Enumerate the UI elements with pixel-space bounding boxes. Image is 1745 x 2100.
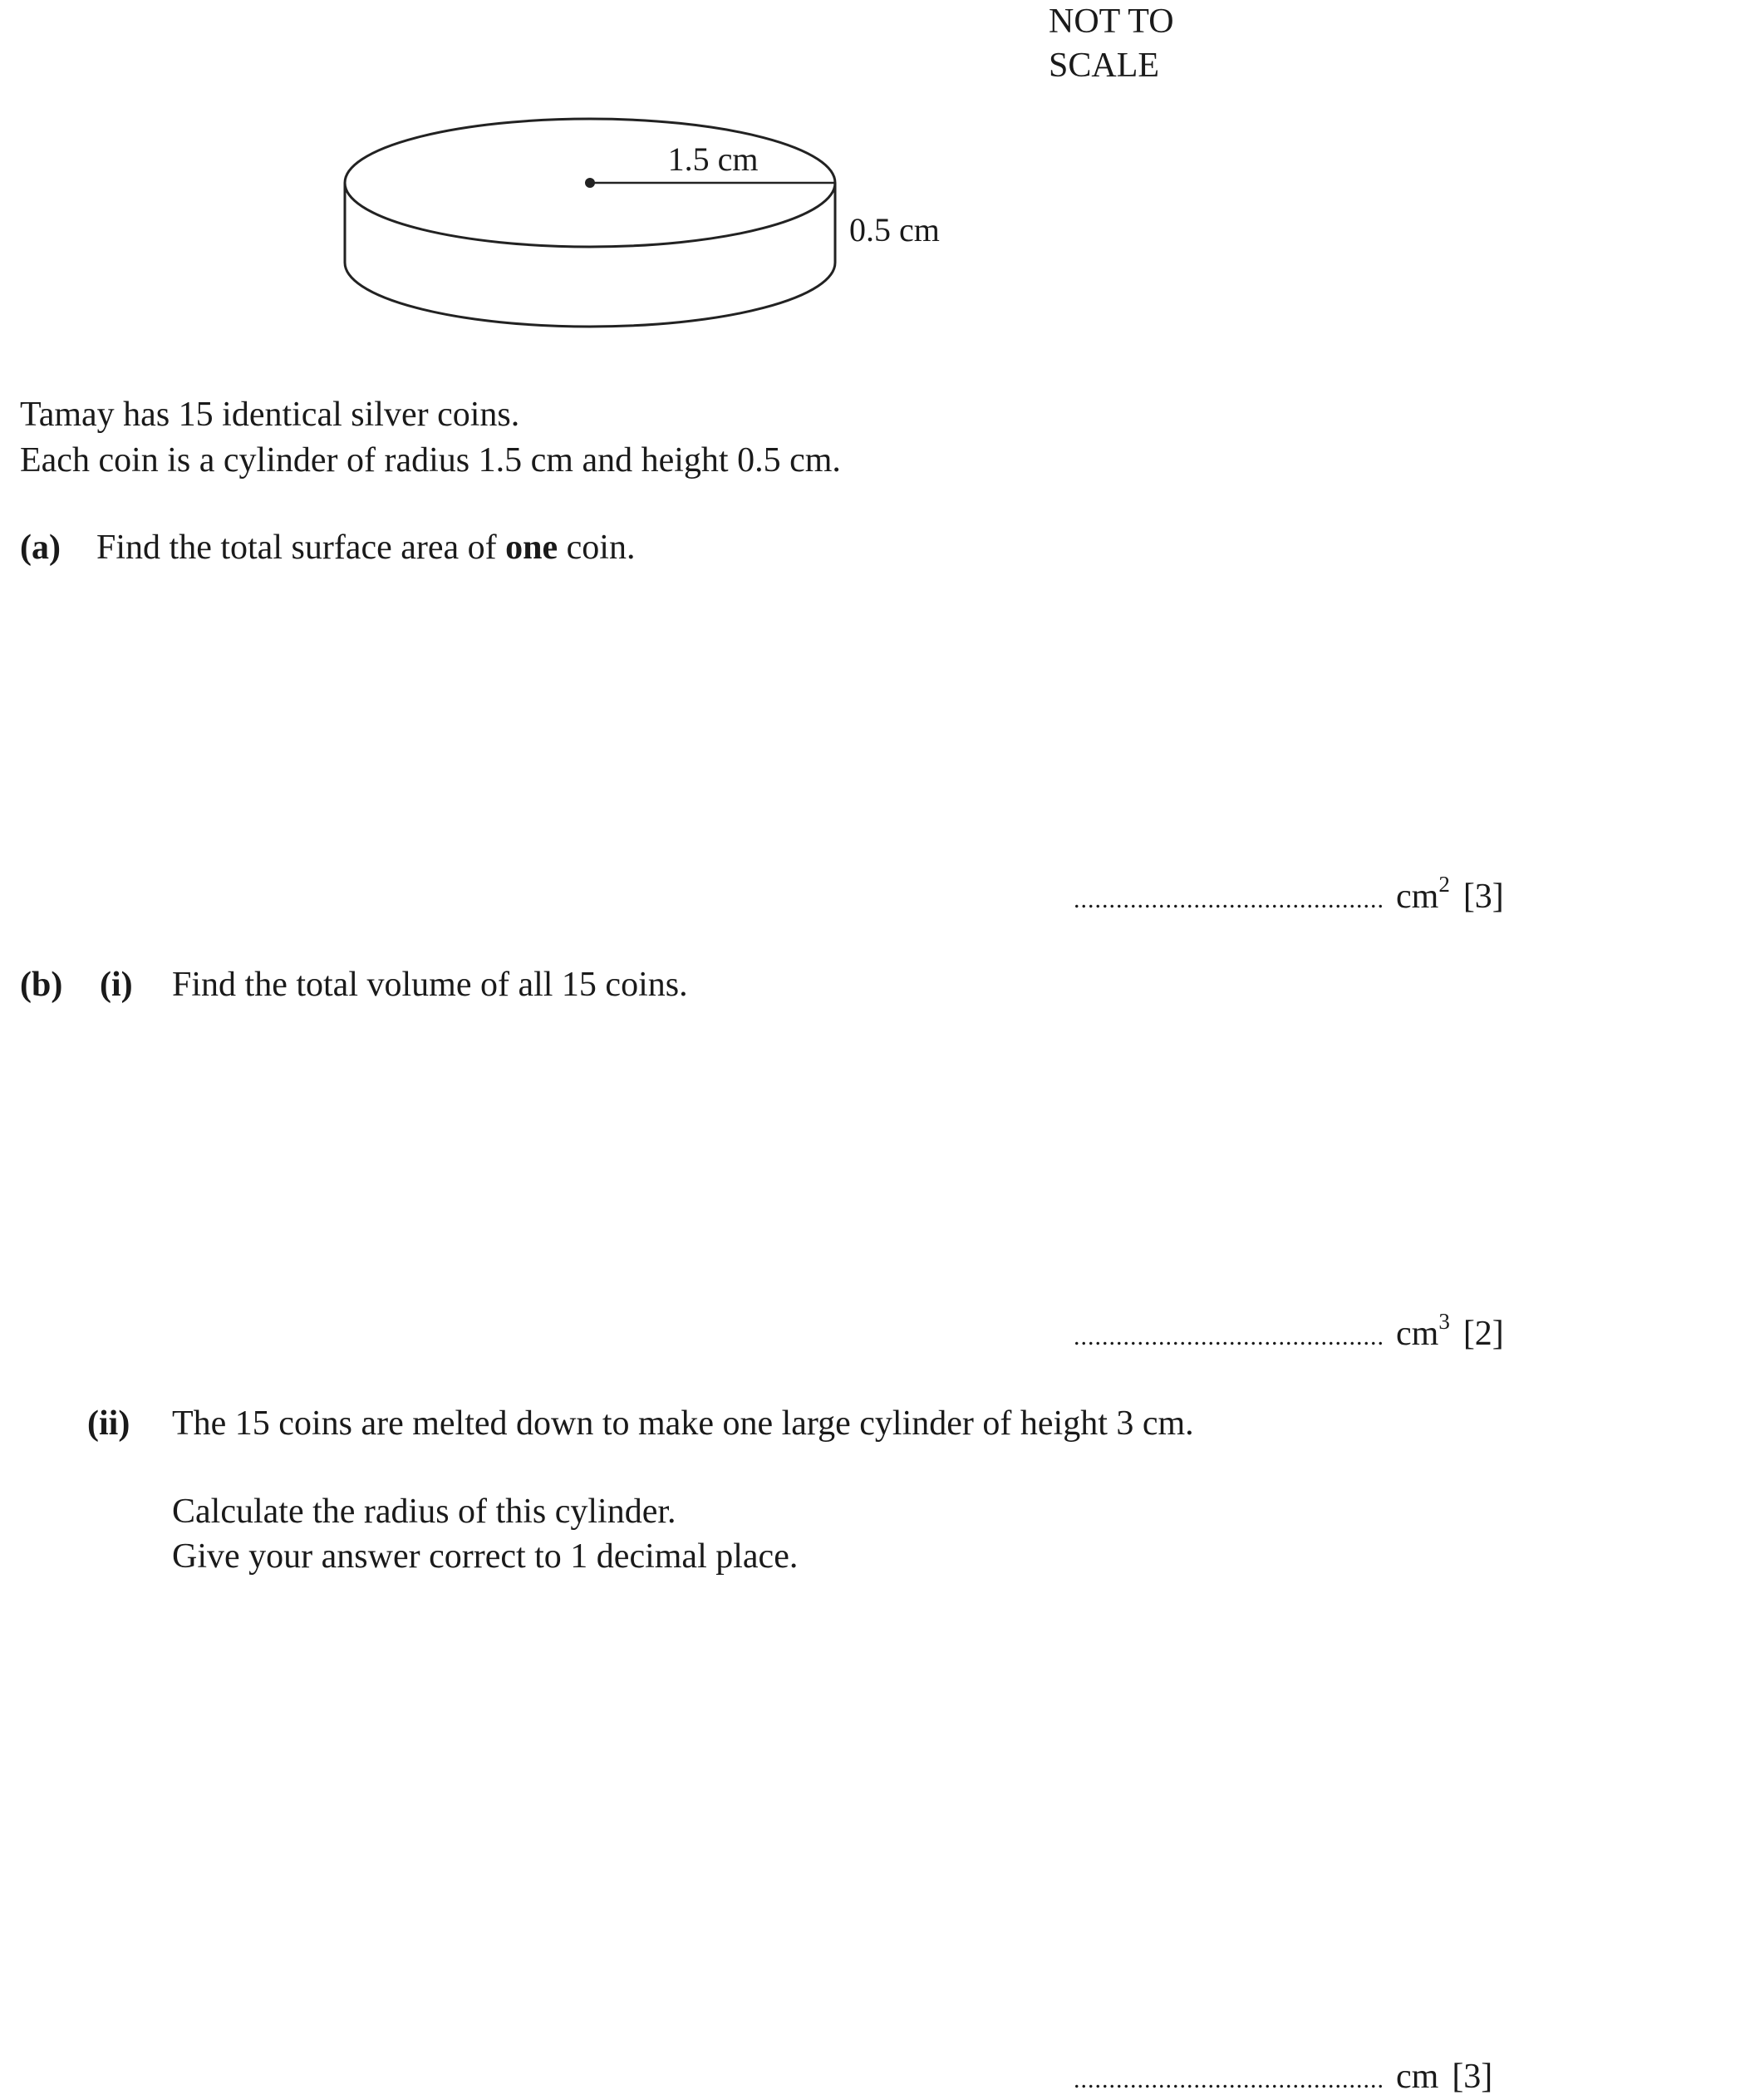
height-label: 0.5 cm (849, 211, 940, 248)
note-line-2: SCALE (1049, 47, 1160, 85)
part-a-question (96, 525, 635, 571)
intro-line-1: Tamay has 15 identical silver coins. (20, 396, 520, 434)
intro-line-2: Each coin is a cylinder of radius 1.5 cm and height 0.5 cm. (20, 441, 841, 480)
part-a-unit: $cm^2$ (1396, 872, 1450, 916)
part-b-ii-answer-dots[interactable]: ............................................ (1074, 2066, 1384, 2093)
part-b-ii-question: The 15 coins are melted down to make one large cylinder of height 3 cm. (172, 1404, 1194, 1443)
part-a-text-before: Find the total surface area of (96, 529, 506, 567)
not-to-scale-note (1049, 0, 1174, 88)
part-a-answer-dots[interactable]: ............................................ (1074, 886, 1384, 913)
part-b-label: (b) (20, 966, 63, 1004)
coin-cylinder-diagram (332, 108, 964, 341)
part-a-text-bold: one (505, 529, 558, 567)
part-b-i-question: Find the total volume of all 15 coins. (172, 966, 688, 1004)
part-b-ii-label: (ii) (87, 1404, 130, 1443)
part-b-ii-marks: [3] (1452, 2058, 1493, 2096)
part-a-label: (a) (20, 529, 61, 567)
part-b-i-marks: [2] (1462, 1315, 1504, 1353)
part-a-text-after: coin. (558, 529, 636, 567)
coin-bottom-edge (345, 263, 835, 327)
part-b-i-answer-line (1074, 1311, 1504, 1357)
center-dot (585, 178, 595, 188)
part-b-i-label: (i) (100, 966, 133, 1004)
part-b-ii-answer-line (1074, 2054, 1492, 2100)
part-a-answer-line (1074, 874, 1504, 920)
part-b-ii-unit: cm (1396, 2058, 1439, 2096)
part-b-i-unit: $cm^3$ (1396, 1309, 1450, 1353)
part-a-marks: [3] (1462, 878, 1504, 916)
part-b-ii-instruction-2: Give your answer correct to 1 decimal place. (172, 1537, 799, 1576)
part-b-ii-instruction-1: Calculate the radius of this cylinder. (172, 1493, 676, 1531)
part-b-i-answer-dots[interactable]: ............................................ (1074, 1323, 1384, 1350)
radius-label: 1.5 cm (667, 140, 759, 178)
note-line-1: NOT TO (1049, 2, 1174, 41)
